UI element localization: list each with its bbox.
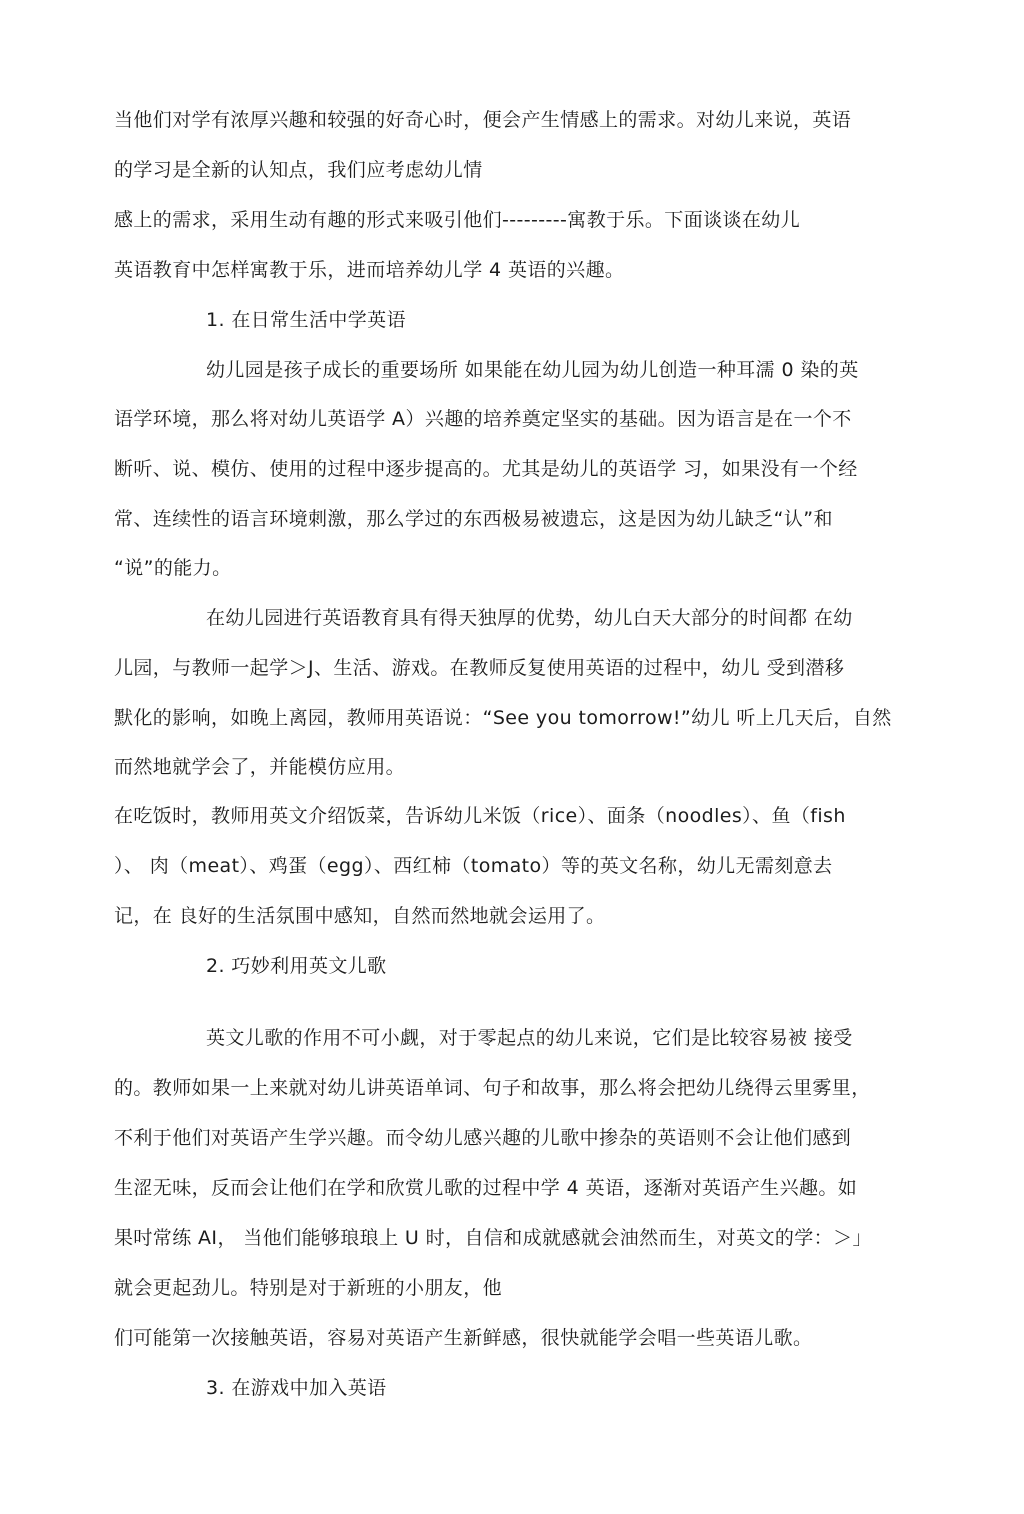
text-line: 而然地就学会了，并能模仿应用。 bbox=[114, 756, 406, 778]
text-line: 生涩无味，反而会让他们在学和欣赏儿歌的过程中学 4 英语，逐渐对英语产生兴趣。如 bbox=[114, 1177, 858, 1199]
text-line: “说”的能力。 bbox=[114, 557, 232, 579]
section-heading: 1. 在日常生活中学英语 bbox=[206, 309, 406, 331]
text-line: 就会更起劲儿。特别是对于新班的小朋友，他 bbox=[114, 1277, 503, 1299]
text-line: 果吋常练 AI， 当他们能够琅琅上 U 时，自信和成就感就会油然而生，对英文的学：＞」 bbox=[114, 1227, 872, 1249]
text-line: 幼儿园是孩子成长的重要场所 如果能在幼儿园为幼儿创造一种耳濡 0 染的英 bbox=[206, 359, 859, 381]
text-line: 们可能第一次接触英语，容易对英语产生新鲜感，很快就能学会唱一些英语儿歌。 bbox=[114, 1327, 813, 1349]
text-line: 的学习是全新的认知点，我们应考虑幼儿情 bbox=[114, 159, 483, 181]
text-line: ）、 肉（meat）、鸡蛋（egg）、西红柿（tomato）等的英文名称，幼儿无需刻意去 bbox=[114, 855, 833, 877]
text-line: 在吃饭时，教师用英文介绍饭菜，告诉幼儿米饭（rice）、面条（noodles）、鱼（fish bbox=[114, 805, 846, 827]
text-line: 不利于他们对英语产生学兴趣。而令幼儿感兴趣的儿歌中掺杂的英语则不会让他们感到 bbox=[114, 1127, 852, 1149]
text-line: 英语教育中怎样寓教于乐，进而培养幼儿学 4 英语的兴趣。 bbox=[114, 259, 625, 281]
text-line: 当他们对学有浓厚兴趣和较强的好奇心时，便会产生情感上的需求。对幼儿来说，英语 bbox=[114, 109, 852, 131]
text-line: 语学环境，那么将对幼儿英语学 A）兴趣的培养奠定坚实的基础。因为语言是在一个不 bbox=[114, 408, 852, 430]
text-line: 常、连续性的语言环境刺激，那么学过的东西极易被遗忘，这是因为幼儿缺乏“认”和 bbox=[114, 508, 833, 530]
text-line: 英文儿歌的作用不可小觑，对于零起点的幼儿来说，它们是比较容易被 接受 bbox=[206, 1027, 853, 1049]
text-line: 断听、说、模仿、使用的过程中逐步提高的。尤其是幼儿的英语学 习，如果没有一个经 bbox=[114, 458, 858, 480]
text-line: 在幼儿园进行英语教育具有得天独厚的优势，幼儿白天大部分的时间都 在幼 bbox=[206, 607, 853, 629]
section-heading: 3. 在游戏中加入英语 bbox=[206, 1377, 387, 1399]
text-line: 的。教师如果一上来就对幼儿讲英语单词、句子和故事，那么将会把幼儿绕得云里雾里， bbox=[114, 1077, 871, 1099]
text-line: 儿园，与教师一起学＞J、生活、游戏。在教师反复使用英语的过程中，幼儿 受到潜移 bbox=[114, 657, 845, 679]
text-line: 默化的影响，如晚上离园，教师用英语说：“See you tomorrow!”幼儿 听上几天后，自然 bbox=[114, 707, 892, 729]
text-line: 记，在 良好的生活氛围中感知，自然而然地就会运用了。 bbox=[114, 905, 606, 927]
text-line: 感上的需求，采用生动有趣的形式来吸引他们---------寓教于乐。下面谈谈在幼儿 bbox=[114, 209, 801, 231]
section-heading: 2. 巧妙利用英文儿歌 bbox=[206, 955, 387, 977]
